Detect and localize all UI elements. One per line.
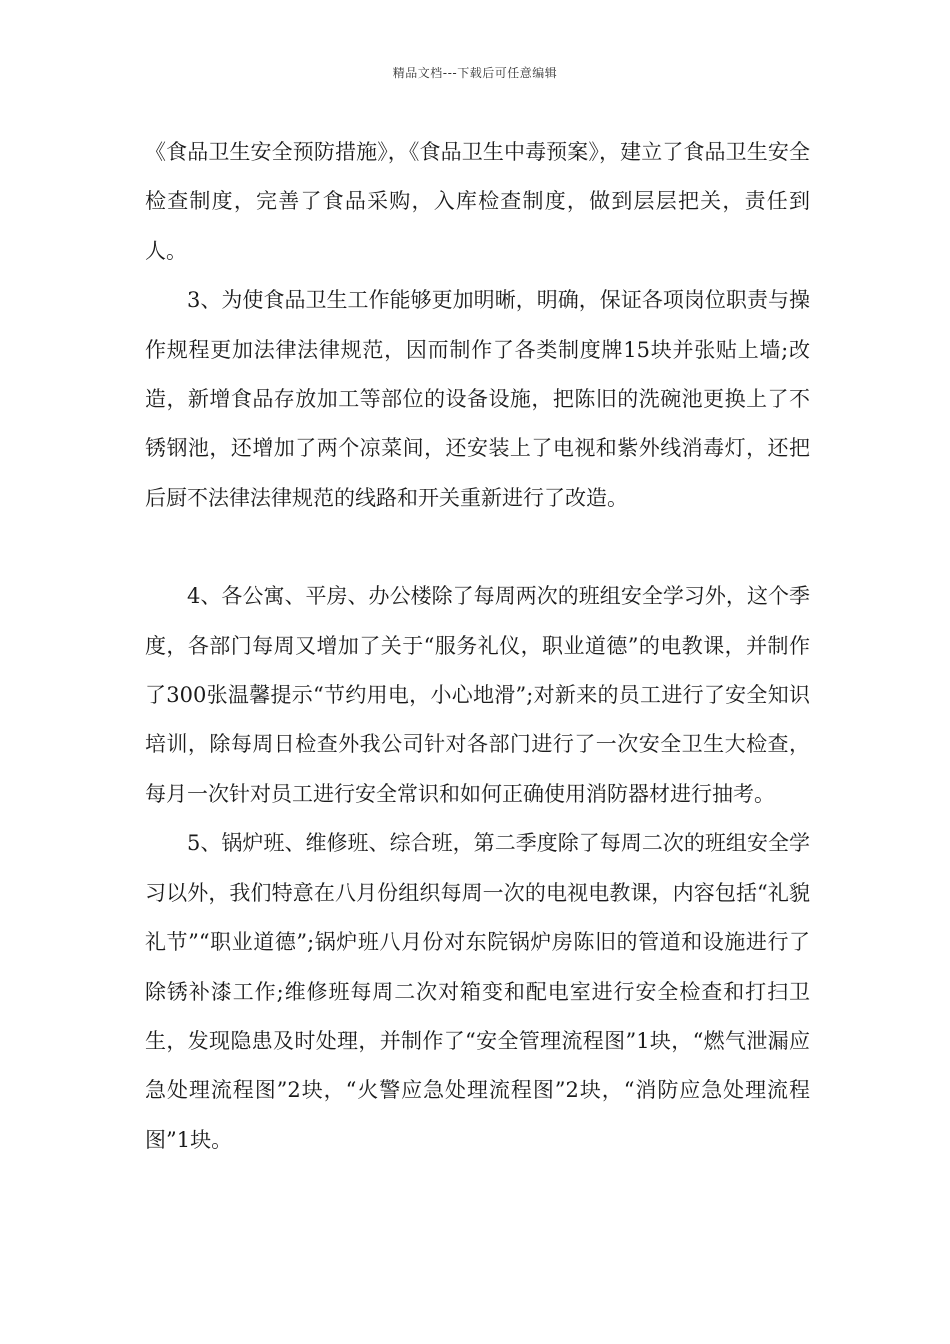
paragraph-item-4: 4、各公寓、平房、办公楼除了每周两次的班组安全学习外，这个季度，各部门每周又增加了关于“服务礼仪，职业道德”的电教课，并制作了300张温馨提示“节约用电，小心地滑”;对新来的员工进行了安全知识培训，除每周日检查外我公司针对各部门进行了一次安全卫生大检查，每月一次针对员工进行安全常识和如何正确使用消防器材进行抽考。	[145, 584, 810, 806]
paragraph-item-3: 3、为使食品卫生工作能够更加明晰，明确，保证各项岗位职责与操作规程更加法律法律规范，因而制作了各类制度牌15块并张贴上墙;改造，新增食品存放加工等部位的设备设施，把陈旧的洗碗池更换上了不锈钢池，还增加了两个凉菜间，还安装上了电视和紫外线消毒灯，还把后厨不法律法律规范的线路和开关重新进行了改造。	[145, 288, 810, 510]
page-header: 精品文档---下载后可任意编辑	[392, 66, 558, 80]
paragraph-continuation: 《食品卫生安全预防措施》，《食品卫生中毒预案》，建立了食品卫生安全检查制度，完善了食品采购，入库检查制度，做到层层把关，责任到人。	[145, 140, 810, 263]
paragraph-item-5: 5、锅炉班、维修班、综合班，第二季度除了每周二次的班组安全学习以外，我们特意在八月份组织每周一次的电视电教课，内容包括“礼貌礼节”“职业道德”;锅炉班八月份对东院锅炉房陈旧的管道和设施进行了除锈补漆工作;维修班每周二次对箱变和配电室进行安全检查和打扫卫生，发现隐患及时处理，并制作了“安全管理流程图”1块，“燃气泄漏应急处理流程图”2块，“火警应急处理流程图”2块，“消防应急处理流程图”1块。	[145, 831, 810, 1152]
document-body	[145, 128, 810, 1165]
